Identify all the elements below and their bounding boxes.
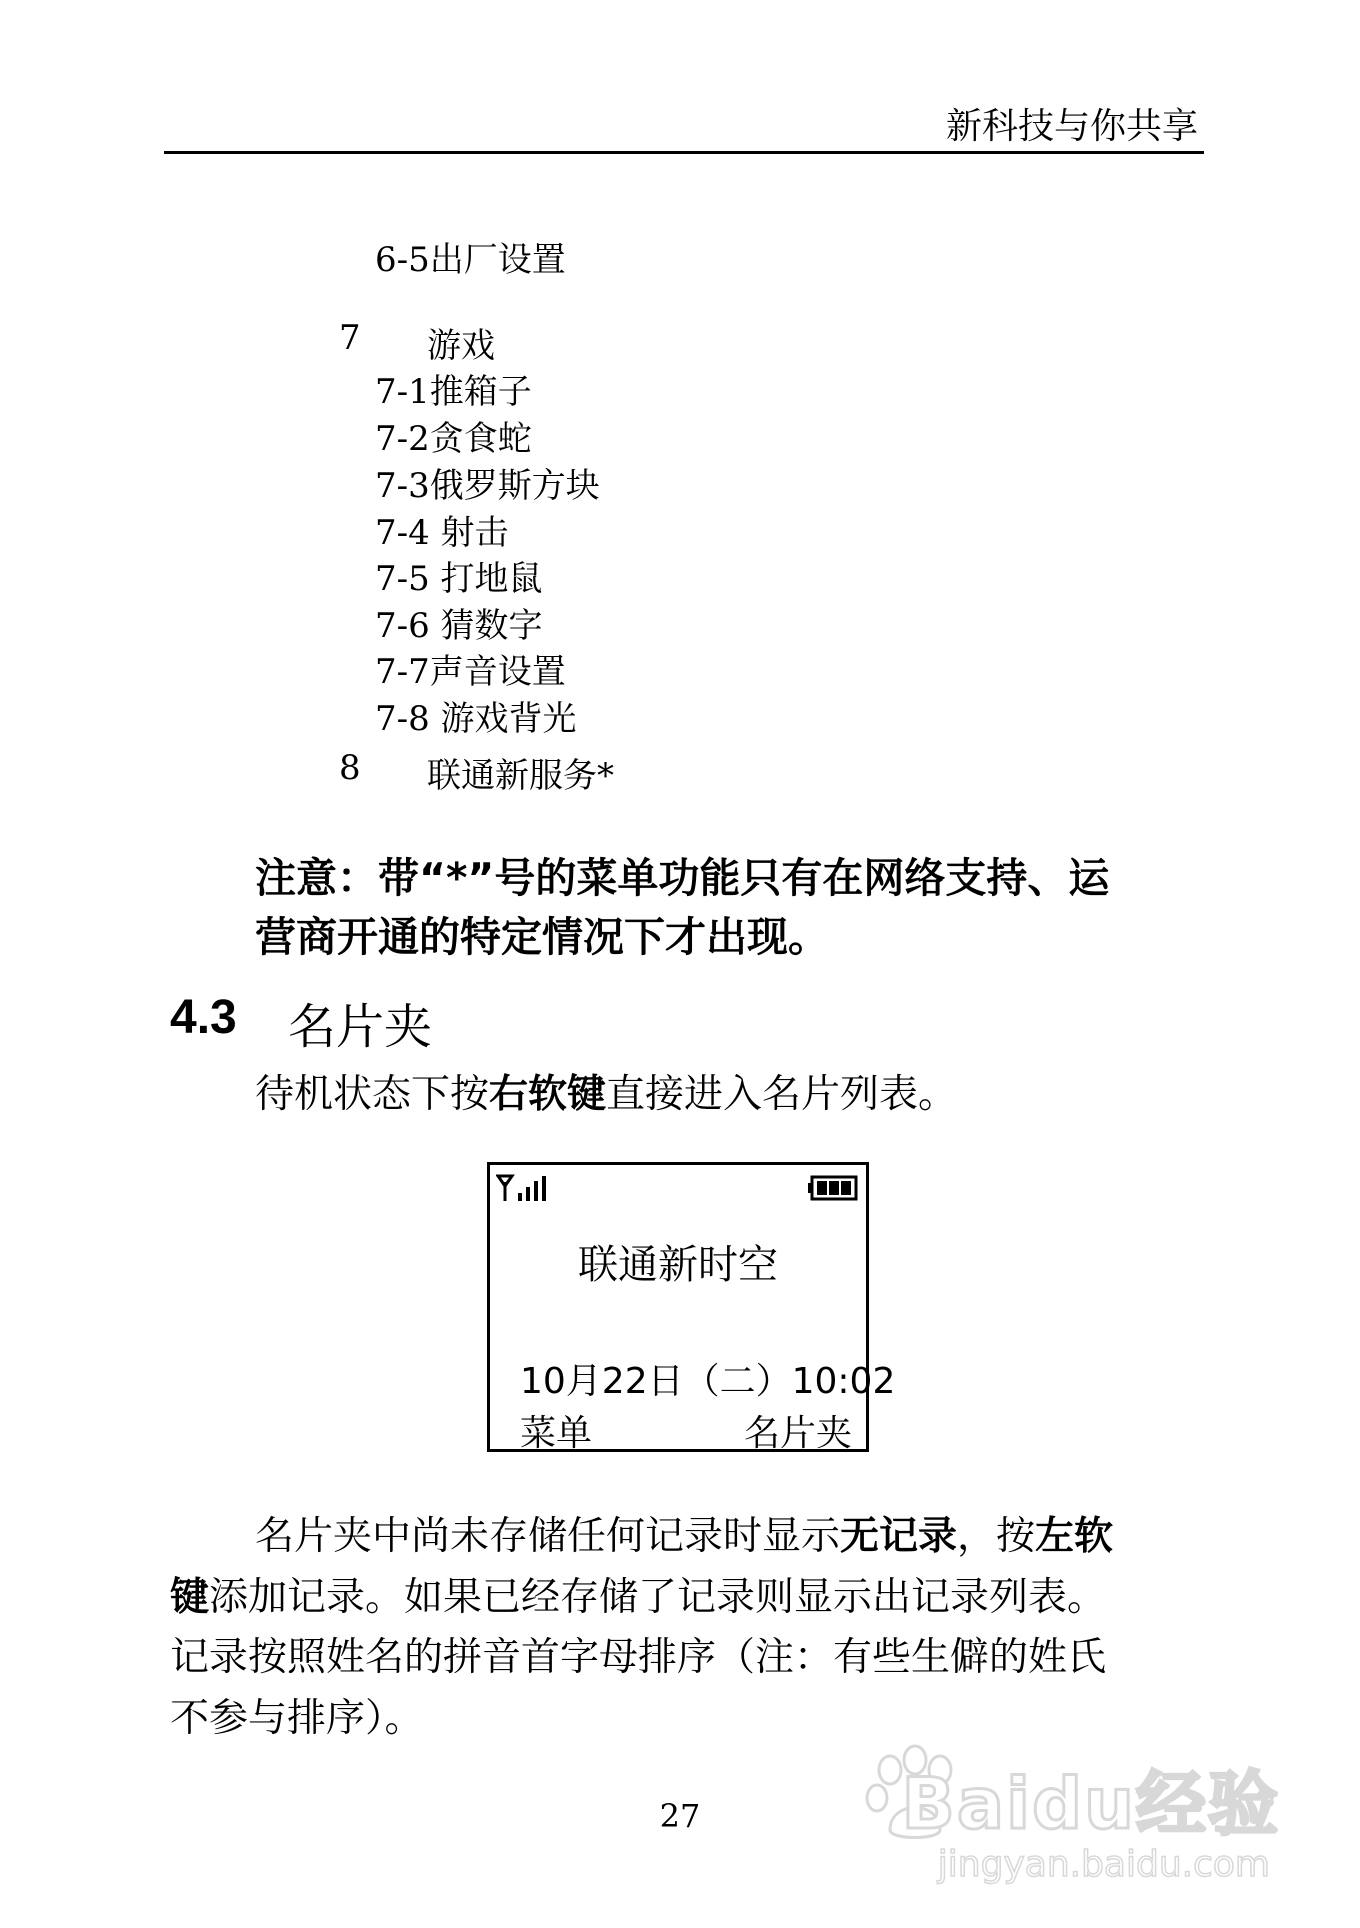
menu-item-7-label: 游戏 [427, 326, 495, 366]
paragraph-line-4: 不参与排序）。 [170, 1696, 424, 1741]
phone-screen [487, 1162, 896, 1454]
paragraph-text: 名片夹中尚未存储任何记录时显示 [255, 1514, 841, 1559]
section-number: 4.3 [170, 991, 237, 1044]
note-line-1: 注意：带“*”号的菜单功能只有在网络支持、运 [255, 854, 1110, 902]
phone-date-time: 10月22日（二）10:02 [520, 1361, 896, 1402]
menu-item-8-label: 联通新服务* [427, 756, 614, 796]
watermark [860, 1740, 1280, 1900]
no-records-term: 无记录 [840, 1514, 958, 1559]
intro-text-1: 待机状态下按 [255, 1072, 490, 1117]
menu-item-7-6: 7-6 猜数字 [375, 606, 543, 646]
page-number: 27 [659, 1797, 701, 1835]
phone-left-softkey: 菜单 [520, 1413, 593, 1454]
paragraph-line-3: 记录按照姓名的拼音首字母排序（注：有些生僻的姓氏 [170, 1635, 1107, 1680]
menu-item-6-5: 6-5出厂设置 [375, 240, 566, 280]
menu-item-7-1: 7-1推箱子 [375, 372, 532, 412]
paragraph-text: ，按 [957, 1514, 1036, 1559]
header-divider [164, 151, 1204, 154]
phone-right-softkey: 名片夹 [743, 1413, 852, 1454]
watermark-url: jingyan.baidu.com [937, 1844, 1270, 1885]
paragraph-text: 添加记录。如果已经存储了记录则显示出记录列表。 [209, 1575, 1107, 1620]
note-line-2: 营商开通的特定情况下才出现。 [255, 913, 829, 961]
section-title: 名片夹 [288, 999, 433, 1055]
battery-icon [808, 1175, 858, 1201]
menu-item-8-number: 8 [339, 748, 361, 788]
header-title: 新科技与你共享 [945, 106, 1198, 147]
left-softkey-term: 左软 [1035, 1514, 1114, 1559]
menu-item-7-2: 7-2贪食蛇 [375, 419, 532, 459]
intro-line [255, 1063, 957, 1119]
paragraph-line-1 [255, 1505, 1113, 1561]
menu-item-7-3: 7-3俄罗斯方块 [375, 466, 600, 506]
menu-item-7-8: 7-8 游戏背光 [375, 699, 577, 739]
menu-item-7-5: 7-5 打地鼠 [375, 559, 543, 599]
watermark-brand: Baidu经验 [901, 1763, 1280, 1845]
paragraph-line-2 [170, 1566, 1106, 1622]
intro-text-2: 直接进入名片列表。 [606, 1072, 958, 1117]
intro-right-softkey: 右软键 [489, 1072, 607, 1117]
menu-item-7-7: 7-7声音设置 [375, 652, 566, 692]
phone-operator-name: 联通新时空 [578, 1242, 778, 1288]
menu-item-7-number: 7 [339, 318, 361, 358]
left-softkey-term-end: 键 [170, 1575, 210, 1620]
menu-item-7-4: 7-4 射击 [375, 513, 509, 553]
signal-icon [496, 1173, 552, 1203]
